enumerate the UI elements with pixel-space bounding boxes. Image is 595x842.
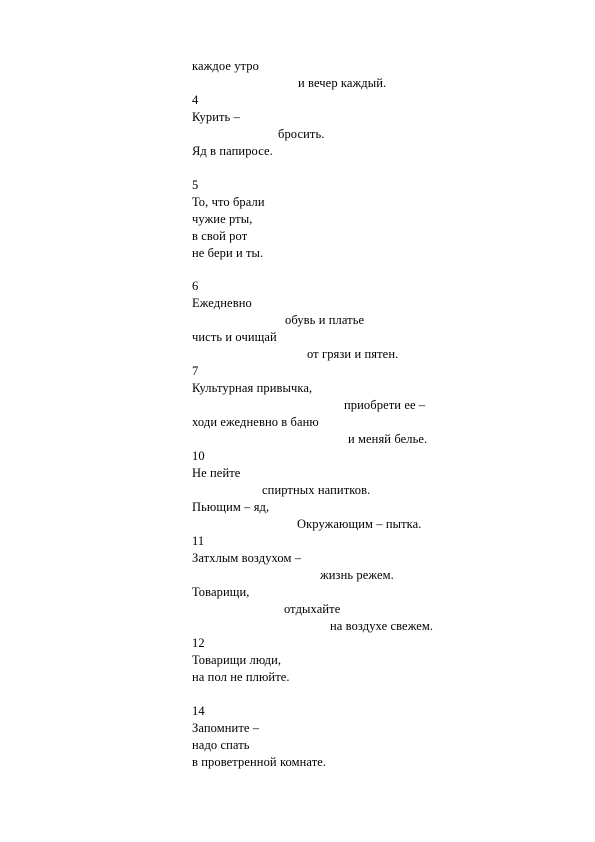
- section-number: 10: [192, 449, 205, 463]
- section-number: 6: [192, 279, 199, 293]
- text-line: Запомните –: [192, 721, 260, 735]
- text-line: Ежедневно: [192, 296, 252, 310]
- text-line: надо спать: [192, 738, 250, 752]
- text-line: и вечер каждый.: [298, 76, 387, 90]
- text-line: обувь и платье: [285, 313, 365, 327]
- text-line: Культурная привычка,: [192, 381, 313, 395]
- text-line: и меняй белье.: [348, 432, 428, 446]
- section-number: 12: [192, 636, 205, 650]
- text-line: не бери и ты.: [192, 246, 264, 260]
- section-number: 4: [192, 93, 199, 107]
- text-line: на воздухе свежем.: [330, 619, 434, 633]
- text-line: каждое утро: [192, 59, 259, 73]
- text-line: жизнь режем.: [320, 568, 394, 582]
- section-number: 7: [192, 364, 199, 378]
- text-line: приобрети ее –: [344, 398, 426, 412]
- text-line: в свой рот: [192, 229, 248, 243]
- text-line: То, что брали: [192, 195, 265, 209]
- text-line: ходи ежедневно в баню: [192, 415, 319, 429]
- section-number: 14: [192, 704, 205, 718]
- text-line: чисть и очищай: [192, 330, 277, 344]
- text-line: в проветренной комнате.: [192, 755, 327, 769]
- text-line: спиртных напитков.: [262, 483, 371, 497]
- text-line: Окружающим – пытка.: [297, 517, 422, 531]
- text-line: чужие рты,: [192, 212, 253, 226]
- text-line: отдыхайте: [284, 602, 341, 616]
- text-line: на пол не плюйте.: [192, 670, 290, 684]
- text-line: Пьющим – яд,: [192, 500, 270, 514]
- section-number: 5: [192, 178, 199, 192]
- text-line: Курить –: [192, 110, 240, 124]
- text-line: бросить.: [278, 127, 325, 141]
- text-line: Не пейте: [192, 466, 241, 480]
- section-number: 11: [192, 534, 205, 548]
- text-line: Яд в папиросе.: [192, 144, 273, 158]
- text-line: Товарищи люди,: [192, 653, 282, 667]
- text-line: Товарищи,: [192, 585, 250, 599]
- text-line: Затхлым воздухом –: [192, 551, 302, 565]
- text-line: от грязи и пятен.: [307, 347, 399, 361]
